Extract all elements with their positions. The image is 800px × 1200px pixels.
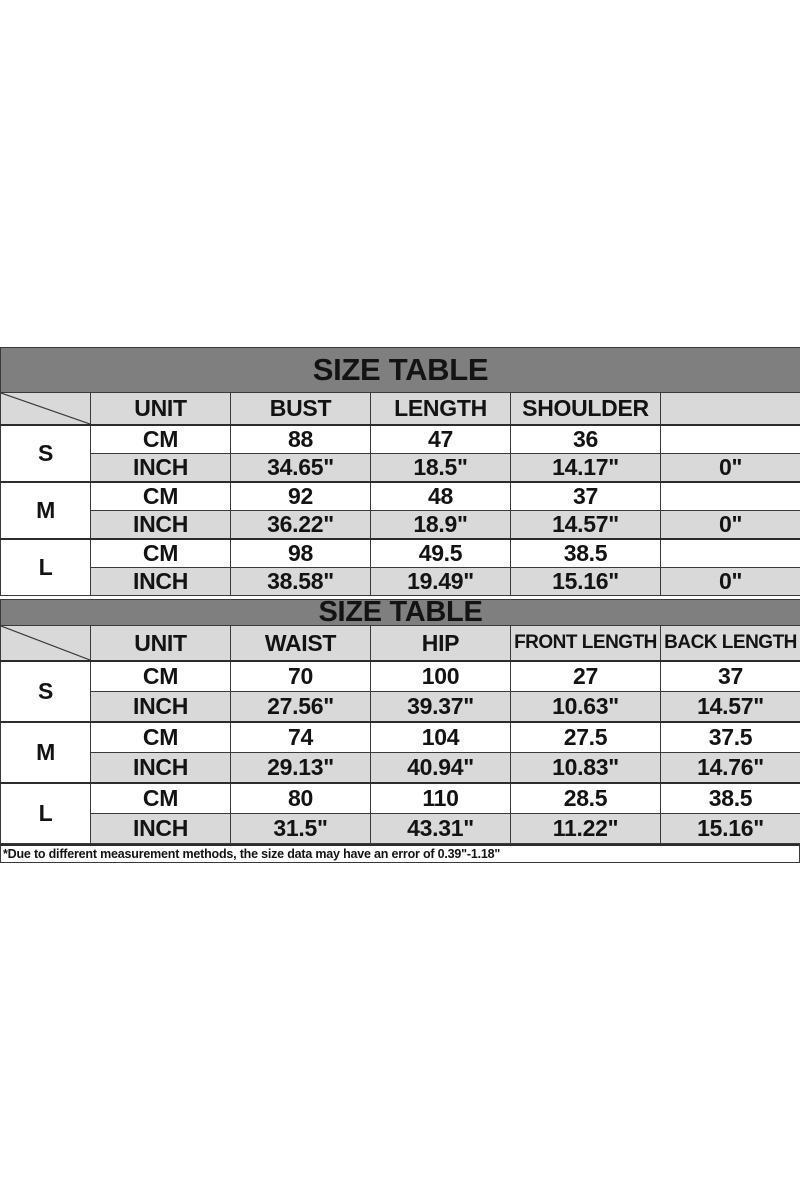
unit-cm-cell: CM <box>91 722 231 753</box>
inch-row-s <box>1 454 800 483</box>
cm-row-l <box>1 783 800 814</box>
size-table-title: SIZE TABLE <box>1 600 800 626</box>
unit-inch-cell: INCH <box>91 753 231 784</box>
inch-value-cell: 18.5" <box>371 454 511 483</box>
unit-inch-cell: INCH <box>91 814 231 844</box>
column-header-blank <box>661 393 800 426</box>
inch-value-cell: 39.37" <box>371 692 511 723</box>
cm-value-cell: 98 <box>231 539 371 568</box>
inch-value-cell: 15.16" <box>511 568 661 596</box>
column-header-waist: WAIST <box>231 626 371 662</box>
inch-row-m <box>1 753 800 784</box>
header-row <box>1 626 800 662</box>
diagonal-line-icon <box>1 626 90 660</box>
diagonal-line-icon <box>1 393 90 424</box>
inch-value-cell: 14.17" <box>511 454 661 483</box>
column-header-unit: UNIT <box>91 626 231 662</box>
cm-value-cell: 38.5 <box>511 539 661 568</box>
cm-value-cell: 27 <box>511 661 661 692</box>
cm-value-cell: 27.5 <box>511 722 661 753</box>
inch-value-cell: 0" <box>661 511 800 540</box>
cm-value-cell: 36 <box>511 425 661 454</box>
size-table-bottom <box>0 599 800 844</box>
cm-value-cell <box>661 539 800 568</box>
unit-cm-cell: CM <box>91 539 231 568</box>
inch-row-l <box>1 814 800 844</box>
inch-value-cell: 0" <box>661 454 800 483</box>
size-label-s: S <box>1 661 91 722</box>
inch-row-l <box>1 568 800 596</box>
header-row <box>1 393 800 426</box>
unit-cm-cell: CM <box>91 783 231 814</box>
inch-value-cell: 14.57" <box>511 511 661 540</box>
unit-cm-cell: CM <box>91 661 231 692</box>
cm-value-cell: 47 <box>371 425 511 454</box>
column-header-bust: BUST <box>231 393 371 426</box>
size-label-m: M <box>1 482 91 539</box>
cm-row-m <box>1 722 800 753</box>
cm-value-cell: 74 <box>231 722 371 753</box>
inch-value-cell: 10.83" <box>511 753 661 784</box>
size-label-m: M <box>1 722 91 783</box>
inch-value-cell: 19.49" <box>371 568 511 596</box>
inch-value-cell: 36.22" <box>231 511 371 540</box>
unit-inch-cell: INCH <box>91 511 231 540</box>
size-label-l: L <box>1 539 91 596</box>
column-header-unit: UNIT <box>91 393 231 426</box>
column-header-hip: HIP <box>371 626 511 662</box>
cm-value-cell: 37 <box>661 661 800 692</box>
inch-value-cell: 40.94" <box>371 753 511 784</box>
inch-value-cell: 15.16" <box>661 814 800 844</box>
column-header-front-length: FRONT LENGTH <box>511 626 661 662</box>
footnote: *Due to different measurement methods, the size data may have an error of 0.39"-1.18" <box>0 844 800 863</box>
cm-value-cell: 92 <box>231 482 371 511</box>
column-header-back-length: BACK LENGTH <box>661 626 800 662</box>
unit-inch-cell: INCH <box>91 454 231 483</box>
size-table-title-bar <box>1 600 800 626</box>
cm-value-cell: 49.5 <box>371 539 511 568</box>
inch-value-cell: 31.5" <box>231 814 371 844</box>
column-header-shoulder: SHOULDER <box>511 393 661 426</box>
cm-value-cell: 28.5 <box>511 783 661 814</box>
cm-value-cell: 110 <box>371 783 511 814</box>
inch-value-cell: 10.63" <box>511 692 661 723</box>
unit-cm-cell: CM <box>91 425 231 454</box>
inch-value-cell: 18.9" <box>371 511 511 540</box>
inch-value-cell: 27.56" <box>231 692 371 723</box>
diagonal-header-cell <box>1 393 91 426</box>
cm-value-cell: 37 <box>511 482 661 511</box>
unit-cm-cell: CM <box>91 482 231 511</box>
cm-row-s <box>1 661 800 692</box>
diagonal-header-cell <box>1 626 91 662</box>
size-table-top <box>0 347 800 596</box>
cm-value-cell: 48 <box>371 482 511 511</box>
cm-row-m <box>1 482 800 511</box>
cm-value-cell: 88 <box>231 425 371 454</box>
cm-value-cell: 104 <box>371 722 511 753</box>
cm-value-cell <box>661 482 800 511</box>
inch-value-cell: 29.13" <box>231 753 371 784</box>
size-label-s: S <box>1 425 91 482</box>
inch-value-cell: 43.31" <box>371 814 511 844</box>
size-label-l: L <box>1 783 91 844</box>
cm-value-cell: 80 <box>231 783 371 814</box>
cm-value-cell: 37.5 <box>661 722 800 753</box>
inch-value-cell: 0" <box>661 568 800 596</box>
cm-value-cell: 38.5 <box>661 783 800 814</box>
inch-value-cell: 34.65" <box>231 454 371 483</box>
inch-row-s <box>1 692 800 723</box>
unit-inch-cell: INCH <box>91 568 231 596</box>
size-table-title-bar <box>1 348 800 393</box>
cm-row-l <box>1 539 800 568</box>
inch-value-cell: 38.58" <box>231 568 371 596</box>
inch-row-m <box>1 511 800 540</box>
size-table-title: SIZE TABLE <box>1 348 800 393</box>
cm-value-cell: 70 <box>231 661 371 692</box>
size-chart-image <box>0 347 800 863</box>
unit-inch-cell: INCH <box>91 692 231 723</box>
cm-value-cell: 100 <box>371 661 511 692</box>
cm-value-cell <box>661 425 800 454</box>
inch-value-cell: 14.57" <box>661 692 800 723</box>
inch-value-cell: 14.76" <box>661 753 800 784</box>
cm-row-s <box>1 425 800 454</box>
column-header-length: LENGTH <box>371 393 511 426</box>
inch-value-cell: 11.22" <box>511 814 661 844</box>
